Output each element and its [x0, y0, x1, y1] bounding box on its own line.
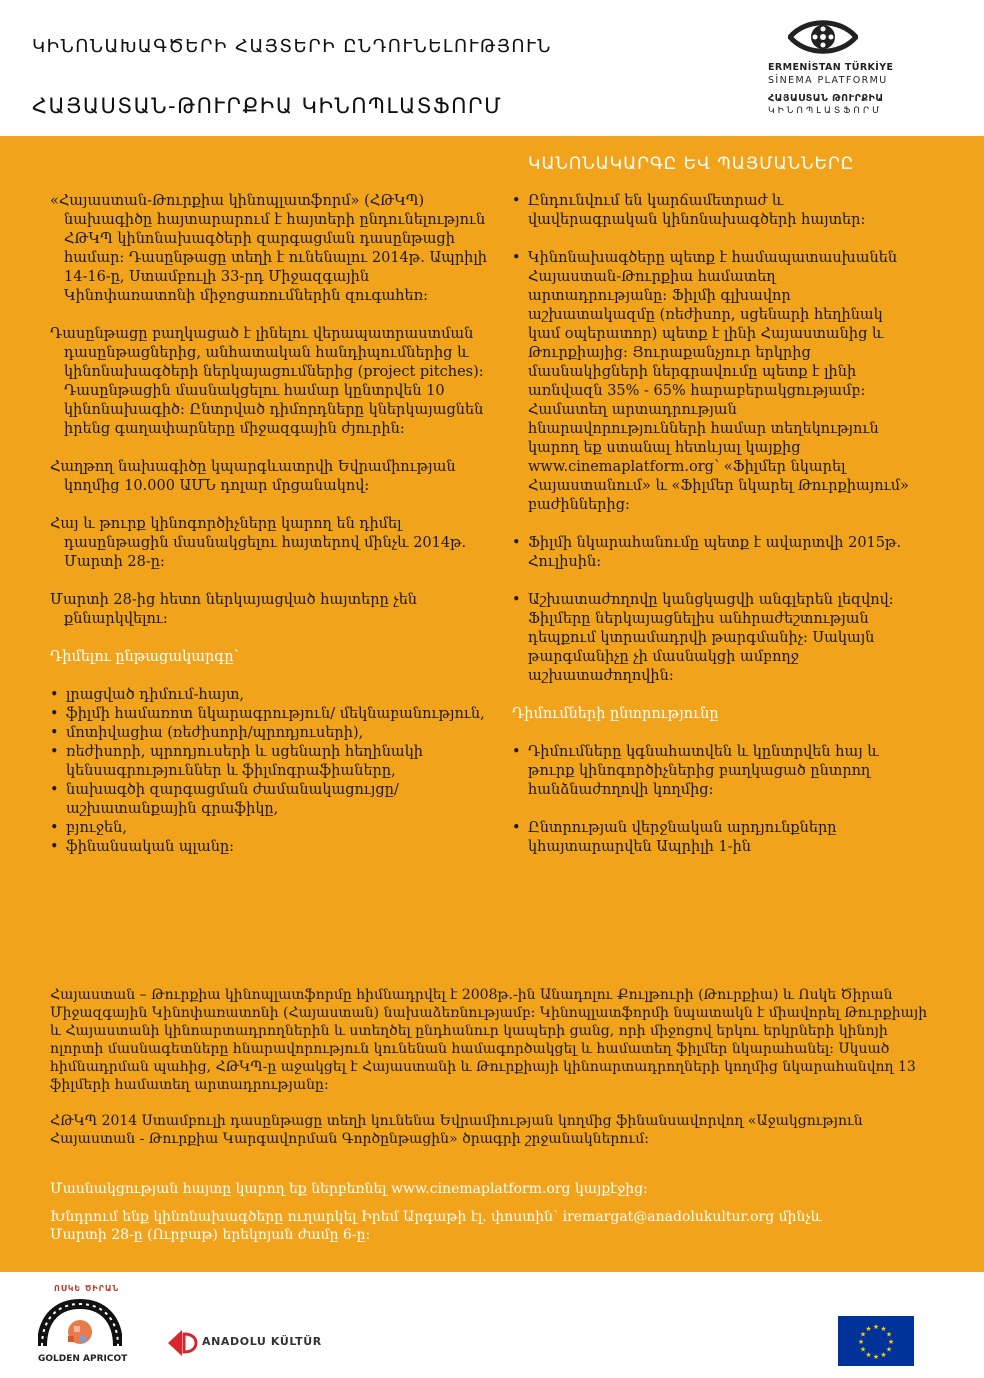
intro-paragraph: «Հայաստան-Թուրքիա կինոպլատֆորմ» (ՀԹԿՊ) նախագիծը հայտարարում է հայտերի ընդունելություն ՀԹԿՊ կինոնախագծերի զարգացման դասընթացի համար: Դասընթացը տեղի է ունենալու 2014թ. Ապրիլի 14-16-ը, Ստամբուլի 33-րդ Միջազգային Կինոփառատոնի միջոցառումներին զուգահեռ:: [50, 193, 487, 304]
rule-item: • Կինոնախագծերը պետք է համապատասխանեն Հայաստան-Թուրքիա համատեղ արտադրությանը: Ֆիլմի գլխավոր աշխատակազմը (ռեժիսոր, սցենարի հեղինակ կամ օպերատոր) պետք է լինի Հայաստանից և Թուրքիայից: Յուրաքանչյուր երկրից մասնակիցների ներգրավումը պետք է լինի առնվազն 35% - 65% հարաբերակցությամբ: Համատեղ արտադրության հնարավորությունների համար տեղեկություն կարող եք ստանալ հետևյալ կայքից www.cinemaplatform.org՝ «Ֆիլմեր նկարել Հայաստանում» և «Ֆիլմեր նկարել Թուրքիայում» բաժիններից:: [512, 249, 912, 515]
film-strip-apricot-icon: [38, 1298, 122, 1350]
footer: [0, 1272, 984, 1378]
eu-star-icon: ★: [857, 1338, 865, 1346]
selection-item: • Ընտրության վերջնական արդյունքները կհայտարարվեն Ապրիլի 1-ին: [512, 819, 912, 857]
eu-star-icon: ★: [872, 1323, 880, 1331]
main-content: [0, 136, 984, 1272]
rule-item: • Ընդունվում են կարճամետրաժ և վավերագրական կինոնախագծերի հայտեր:: [512, 192, 912, 230]
eu-star-icon: ★: [885, 1345, 893, 1354]
deadline-paragraph: Հայ և թուրք կինոգործիչները կարող են դիմել դասընթացին մասնակցելու հայտերով մինչև 2014թ. Մարտի 28-ը:: [50, 516, 467, 570]
prize-paragraph: Հաղթող նախագիծը կպարգևատրվի Եվրամիության կողմից 10.000 ԱՄՆ դոլար մրցանակով:: [50, 459, 456, 494]
late-notice-paragraph: Մարտի 28-ից հետո ներկայացված հայտերը չեն քննարկվելու:: [50, 592, 418, 627]
apply-item: • բյուջեն,: [50, 819, 490, 838]
funding-paragraph: ՀԹԿՊ 2014 Ստամբուլի դասընթացը տեղի կունենա Եվրամիության կողմից ֆինանսավորվող «Աջակցություն Հայաստան - Թուրքիա Կարգավորման Գործընթացին» ծրագրի շրջանակներում:: [50, 1113, 863, 1147]
apply-item: • մոտիվացիա (ռեժիսորի/պրոդյուսերի),: [50, 724, 490, 743]
rule-item: • Ֆիլմի նկարահանումը պետք է ավարտվի 2015թ. Հուլիսին:: [512, 534, 912, 572]
submission-paragraph: Խնդրում ենք կինոնախագծերը ուղարկել Իրեմ Արգաթի էլ. փոստին՝ iremargat@anadolukultur.org մինչև Մարտի 28-ը (Ուրբաթ) երեկոյան ժամը 6-ը:: [50, 1209, 822, 1243]
golden-apricot-logo: [36, 1284, 126, 1374]
rules-list: [512, 192, 912, 686]
header-title: ՀԱՅԱՍՏԱՆ-ԹՈՒՐՔԻԱ ԿԻՆՈՊԼԱՏՖՈՐՄ: [32, 94, 503, 118]
eu-star-icon: ★: [872, 1353, 880, 1361]
right-column: [512, 192, 912, 876]
eu-star-icon: ★: [885, 1330, 893, 1339]
eu-star-icon: ★: [887, 1338, 895, 1346]
apply-item: • ֆինանսական պլանը:: [50, 838, 490, 857]
apply-item: • ռեժիսորի, պրոդյուսերի և սցենարի հեղինակի կենսագրություններ և ֆիլմոգրաֆիաները,: [50, 743, 490, 781]
course-paragraph: Դասընթացը բաղկացած է լինելու վերապատրաստման դասընթացներից, անհատական հանդիպումներից և կինոնախագծերի ներկայացումներից (project pitches): Դասընթացին մասնակցելու համար կընտրվեն 10 կինոնախագիծ: Ընտրված դիմորդները կներկայացնեն իրենց գաղափարները միջազգային ժյուրին:: [50, 326, 484, 437]
header-subtitle: ԿԻՆՈՆԱԽԱԳԾԵՐԻ ՀԱՅՏԵՐԻ ԸՆԴՈՒՆԵԼՈՒԹՅՈՒՆ: [32, 36, 552, 57]
cinema-platform-logo: [768, 12, 894, 122]
rules-heading: ԿԱՆՈՆԱԿԱՐԳԸ ԵՎ ՊԱՅՄԱՆՆԵՐԸ: [528, 154, 855, 174]
selection-list: [512, 743, 912, 857]
download-paragraph: Մասնակցության հայտը կարող եք ներբեռնել www.cinemaplatform.org կայքէջից:: [50, 1181, 648, 1197]
about-paragraph: Հայաստան – Թուրքիա կինոպլատֆորմը հիմնադրվել է 2008թ.-ին Անադոլու Քուլթուրի (Թուրքիա) և Ոսկե Ծիրան Միջազգային Կինոփառատոնի (Հայաստան) նախաձեռնությամբ: Կինոպլատֆորմի նպատակն է միավորել Թուրքիայի և Հայաստանի կինոարտադրողներին և ստեղծել ընդհանուր կապերի ցանց, որի միջոցով երկու երկրների կինոյի ոլորտի մասնագետները հնարավորություն կունենան համագործակցել և համատեղ ֆիլմեր նկարահանել: Սկսած հիմնադրման պահից, ՀԹԿՊ-ը աջակցել է Հայաստանի և Թուրքիայի կինոարտադրողների կողմից նկարահանվող 13 ֆիլմերի համատեղ արտադրությանը:: [50, 987, 928, 1093]
logo-text-line2: SİNEMA PLATFORMU: [768, 75, 888, 86]
apply-item: • նախագծի զարգացման ժամանակացույցը/ աշխատանքային գրաֆիկը,: [50, 781, 490, 819]
apply-heading: Դիմելու ընթացակարգը՝: [50, 649, 239, 665]
anadolu-kultur-logo: [166, 1328, 366, 1358]
left-column: [50, 192, 490, 857]
golden-apricot-armenian: ՈՍԿԵ ԾԻՐԱՆ: [54, 1284, 120, 1293]
golden-apricot-label: GOLDEN APRICOT: [38, 1354, 128, 1364]
rule-item: • Աշխատաժողովը կանցկացվի անգլերեն լեզվով: Ֆիլմերը ներկայացնելիս անհրաժեշտության դեպքում կտրամադրվի թարգմանիչ: Սակայն թարգմանիչը չի մասնակցի ամբողջ աշխատաժողովին:: [512, 591, 912, 686]
eu-flag-icon: [838, 1316, 914, 1366]
selection-heading: Դիմումների ընտրությունը: [512, 706, 719, 722]
eu-star-icon: ★: [859, 1330, 867, 1339]
header: [0, 0, 984, 136]
eu-star-icon: ★: [865, 1351, 872, 1359]
logo-text-line1: ERMENİSTAN TÜRKİYE: [768, 62, 894, 73]
eu-star-icon: ★: [880, 1351, 887, 1359]
logo-text-line4: ԿԻՆՈՊԼԱՏՖՈՐՄ: [768, 106, 883, 116]
anadolu-kultur-icon: [166, 1328, 200, 1358]
selection-item: • Դիմումները կգնահատվեն և կընտրվեն հայ և թուրք կինոգործիչներից բաղկացած ընտրող հանձնաժողովի կողմից:: [512, 743, 912, 800]
apply-item: • լրացված դիմում-հայտ,: [50, 686, 490, 705]
eu-star-icon: ★: [865, 1325, 872, 1333]
logo-text-line3: ՀԱՅԱՍՏԱՆ ԹՈՒՐՔԻԱ: [768, 93, 884, 104]
eu-star-icon: ★: [880, 1325, 887, 1333]
apply-list: [50, 686, 490, 857]
anadolu-kultur-label: ANADOLU KÜLTÜR: [202, 1335, 322, 1348]
film-eye-icon: [788, 16, 858, 58]
eu-star-icon: ★: [859, 1345, 867, 1354]
apply-item: • ֆիլմի համառոտ նկարագրություն/ մեկնաբանություն,: [50, 705, 490, 724]
